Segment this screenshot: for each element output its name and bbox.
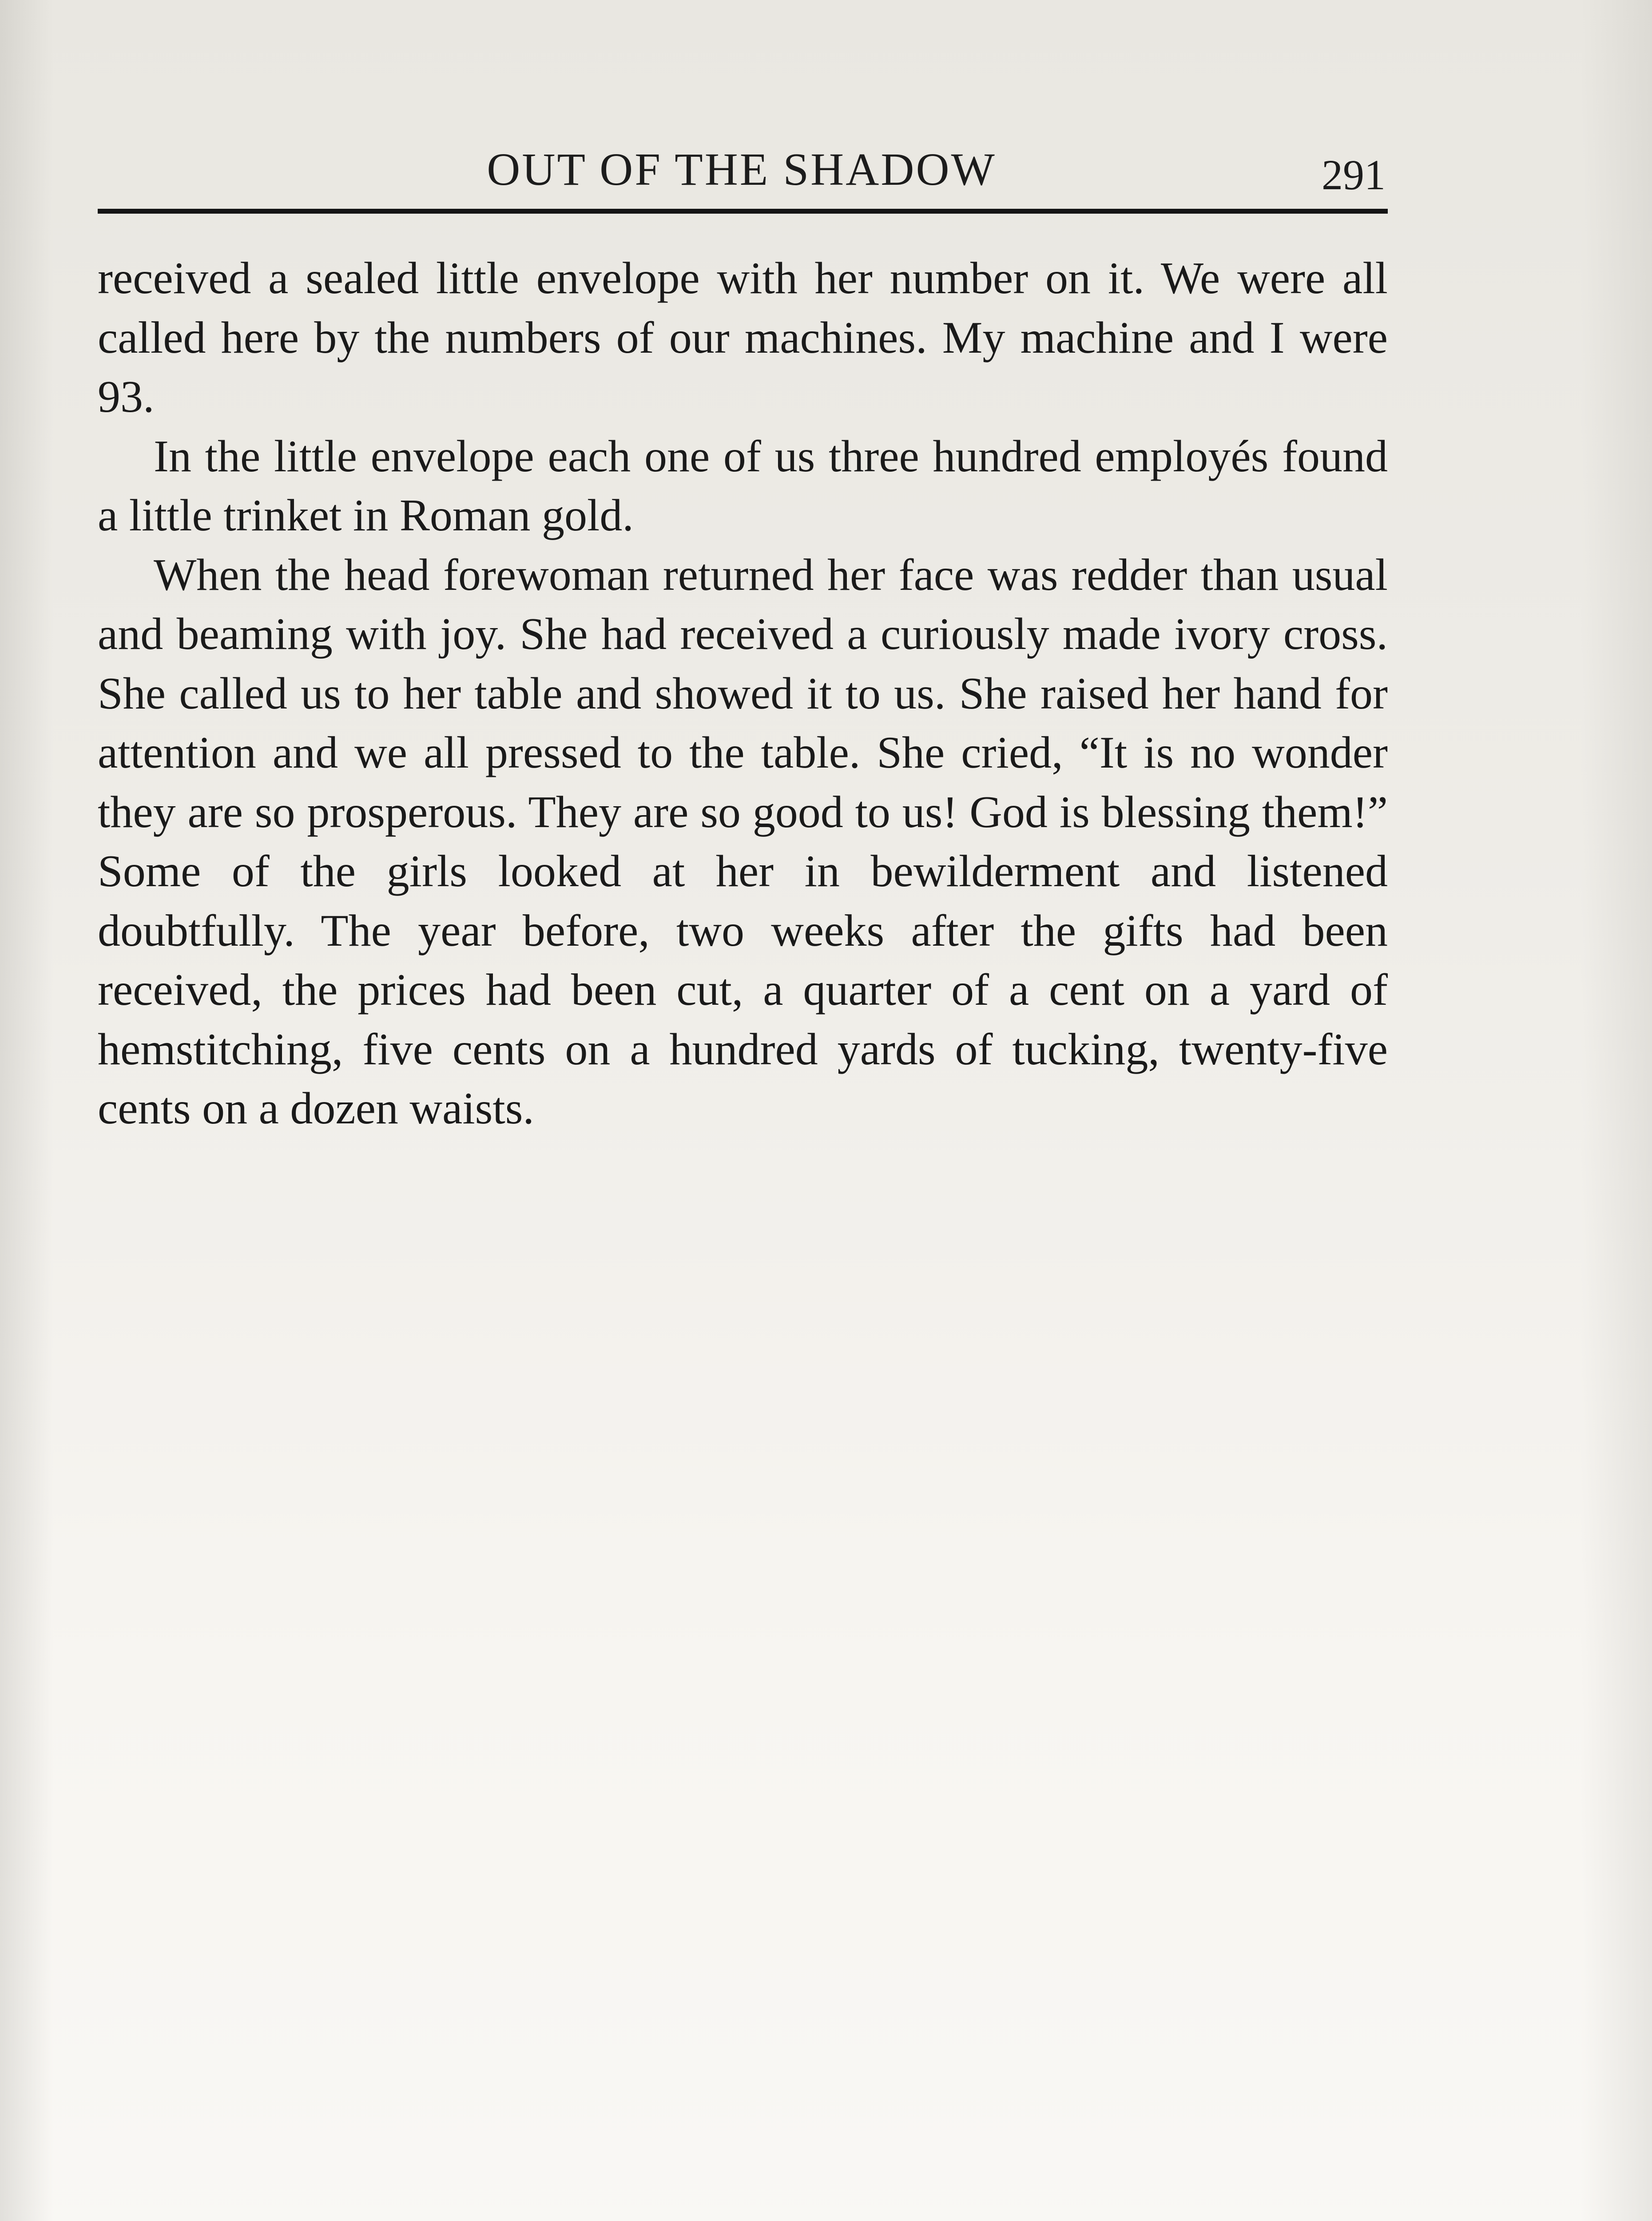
paragraph: When the head forewoman returned her face was redder than usual and beaming with joy. She had received a curiously made ivory cross. She called us to her table and showed it to us. She raised her hand for attention and we all pressed to the table. She cried, “It is no wonder they are so prosperous. They are so good to us! God is blessing them!” Some of the girls looked at her in bewilderment and listened doubtfully. The year before, two weeks after the gifts had been received, the prices had been cut, a quarter of a cent on a yard of hemstitching, five cents on a hundred yards of tucking, twenty-five cents on a dozen waists. <box>98 549 1388 1134</box>
running-title: OUT OF THE SHADOW <box>487 144 997 195</box>
page-number: 291 <box>1322 151 1386 199</box>
page-edge-shadow-right <box>1581 0 1652 2221</box>
header-rule <box>98 209 1388 214</box>
running-header <box>98 133 1386 199</box>
page-edge-shadow-left <box>0 0 53 2221</box>
body-text <box>98 249 1388 1138</box>
paragraph: In the little envelope each one of us three hundred employés found a little trinket in Roman gold. <box>98 431 1388 541</box>
paragraph: received a sealed little envelope with her number on it. We were all called here by the numbers of our machines. My machine and I were 93. <box>98 253 1388 422</box>
